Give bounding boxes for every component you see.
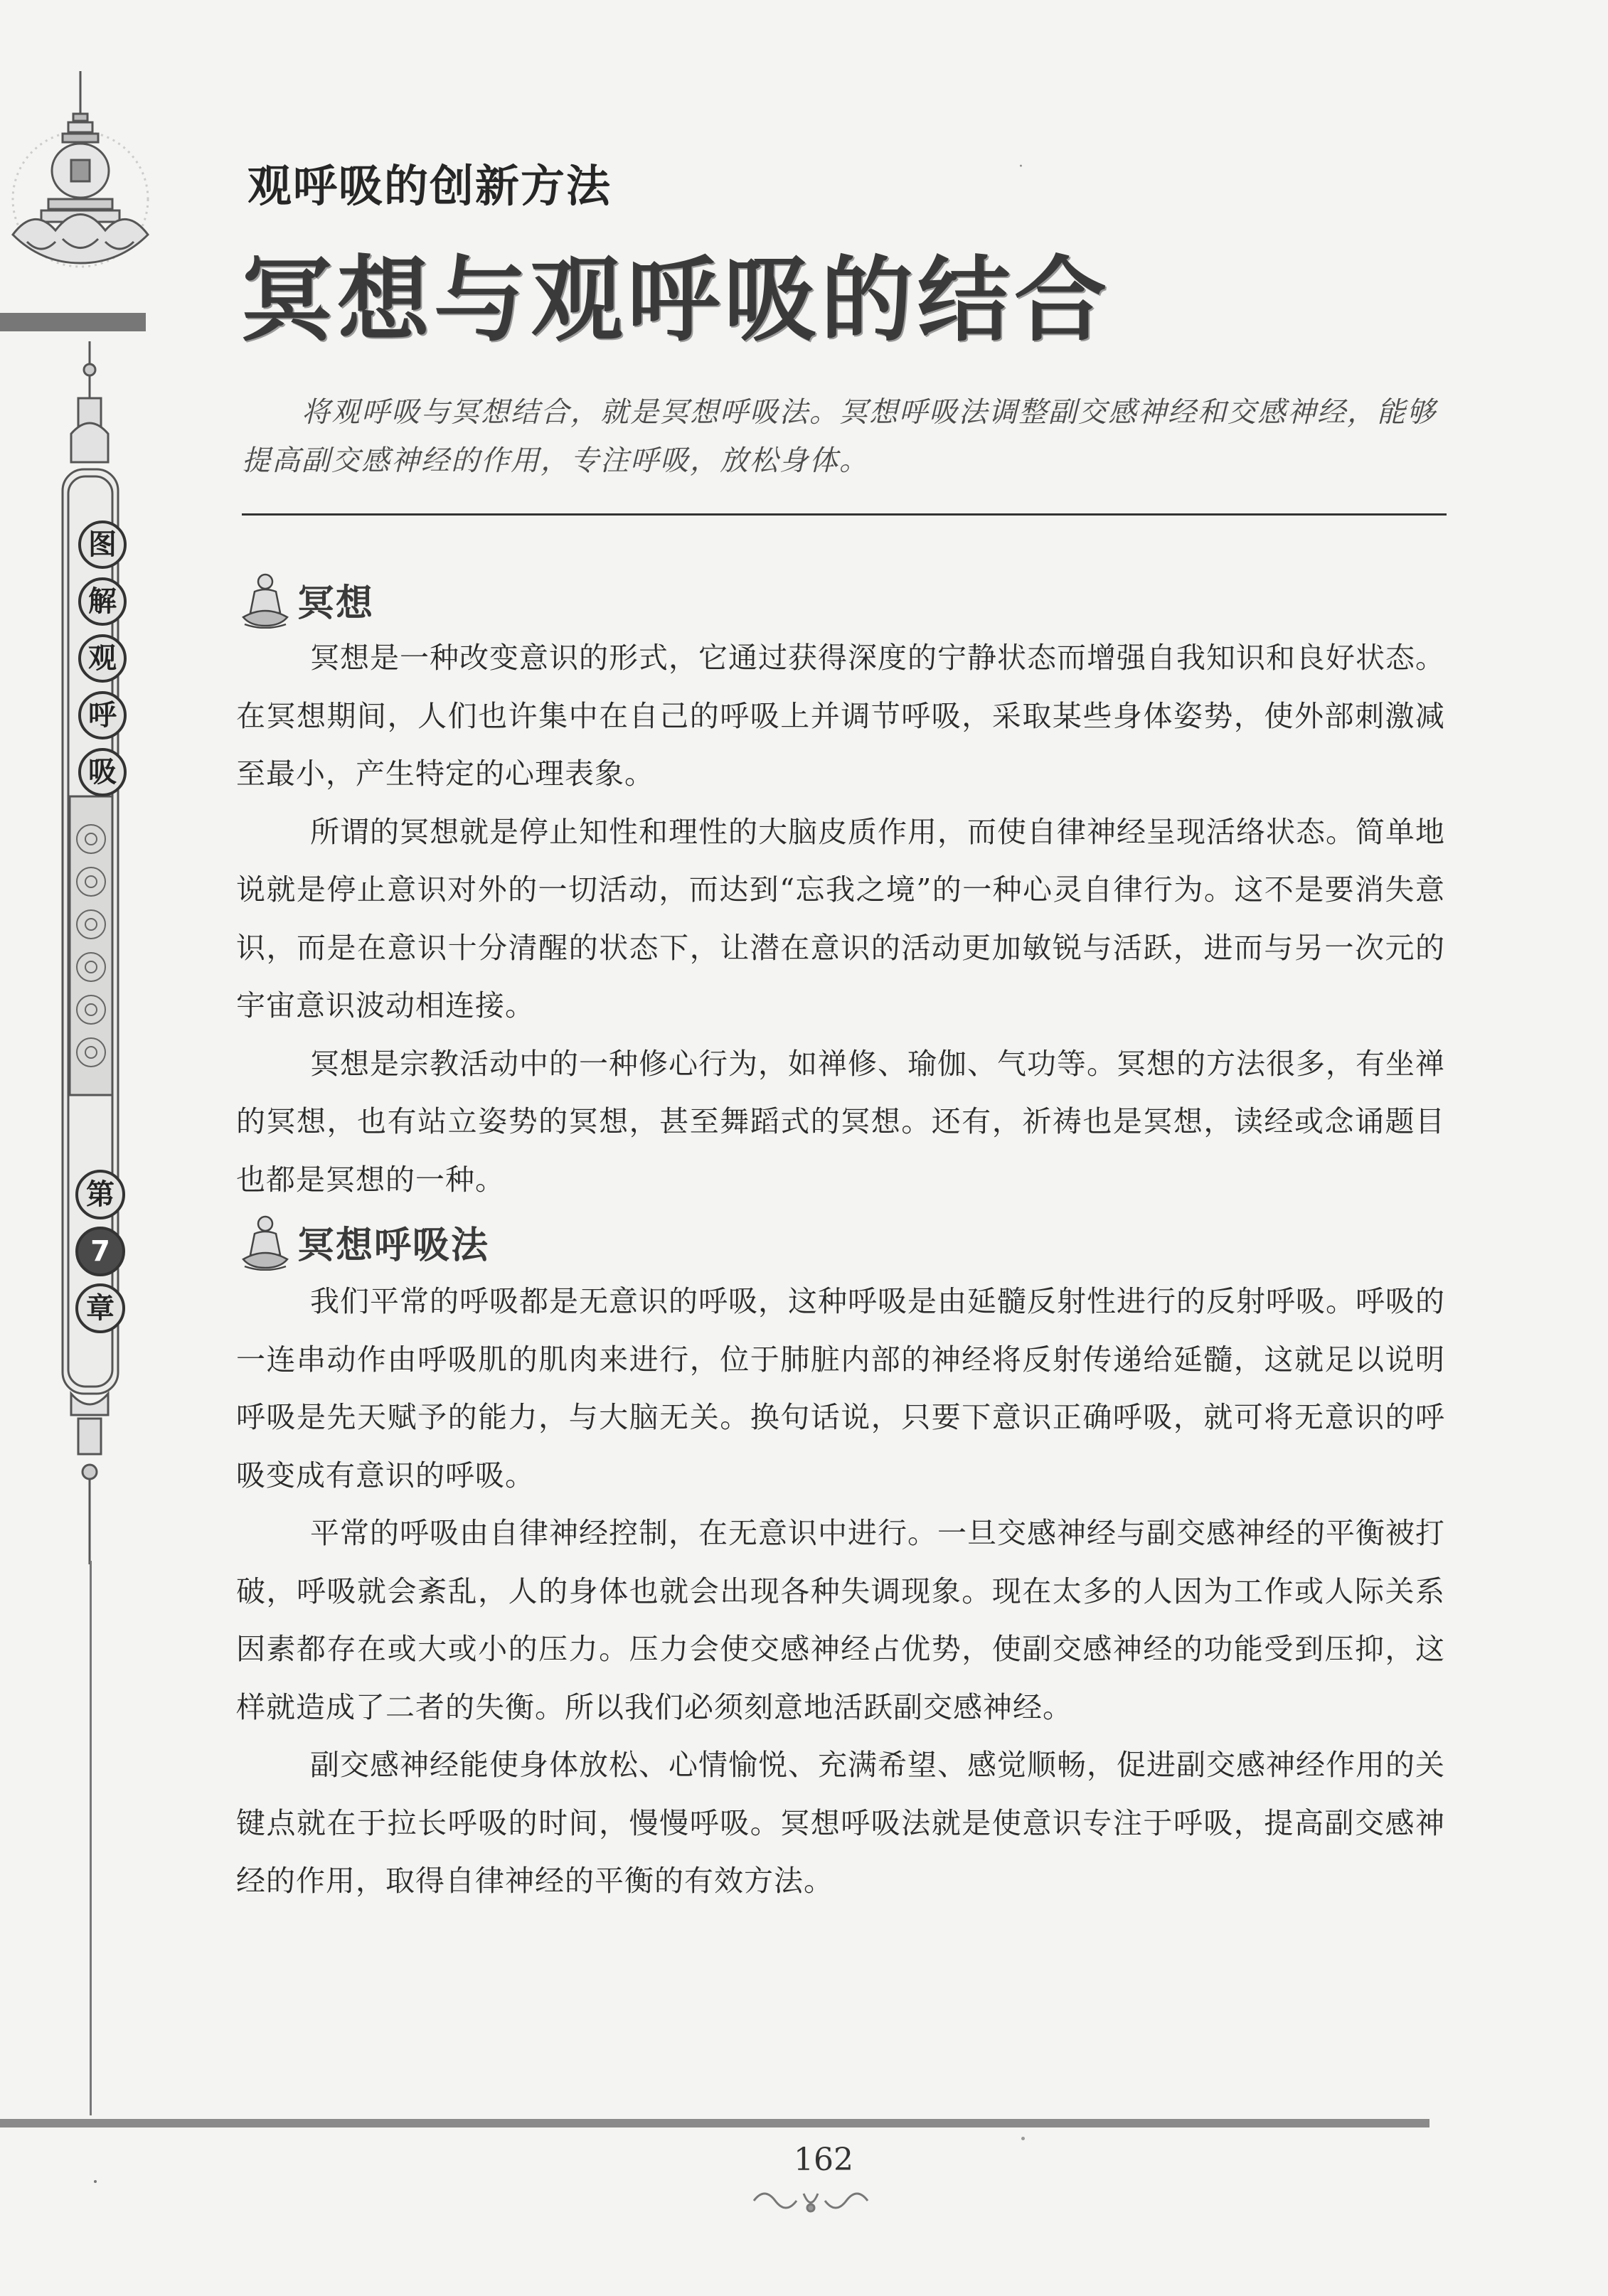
scan-mark: · xyxy=(1018,158,1023,176)
footer-rule xyxy=(0,2119,1429,2127)
paragraph: 平常的呼吸由自律神经控制，在无意识中进行。一旦交感神经与副交感神经的平衡被打破，呼吸就会紊乱，人的身体也就会出现各种失调现象。现在太多的人因为工作或人际关系因素都存在或大或小的压力。压力会使交感神经占优势，使副交感神经的功能受到压抑，这样就造成了二者的失衡。所以我们必须刻意地活跃副交感神经。 xyxy=(236,1516,1445,1724)
book-title-char: 解 xyxy=(78,577,127,626)
margin-line xyxy=(90,1561,92,2115)
scan-speck xyxy=(1021,2137,1025,2140)
meditating-figure-icon xyxy=(239,570,292,629)
book-title-char: 观 xyxy=(78,634,127,683)
stupa-lotus-icon xyxy=(6,64,169,306)
section-title: 冥想 xyxy=(297,581,375,625)
book-title-char: 吸 xyxy=(78,748,127,796)
chapter-char: 第 xyxy=(75,1170,125,1219)
chapter-char: 章 xyxy=(75,1283,125,1333)
page-title: 冥想与观呼吸的结合 xyxy=(240,245,1112,354)
divider xyxy=(242,513,1447,516)
section-body xyxy=(236,1273,1445,1911)
section-heading xyxy=(239,570,374,629)
book-title-vertical xyxy=(78,520,127,805)
book-title-char: 呼 xyxy=(78,691,127,739)
chapter-marker xyxy=(75,1170,127,1340)
section-body xyxy=(236,629,1445,1209)
header-bar xyxy=(0,313,146,331)
intro-paragraph: 将观呼吸与冥想结合，就是冥想呼吸法。冥想呼吸法调整副交感神经和交感神经，能够提高副交感神经的作用，专注呼吸，放松身体。 xyxy=(242,396,1437,477)
scroll-ornament-icon xyxy=(747,2179,875,2222)
paragraph: 副交感神经能使身体放松、心情愉悦、充满希望、感觉顺畅，促进副交感神经作用的关键点就在于拉长呼吸的时间，慢慢呼吸。冥想呼吸法就是使意识专注于呼吸，提高副交感神经的作用，取得自律神经的平衡的有效方法。 xyxy=(236,1748,1445,1898)
paragraph: 所谓的冥想就是停止知性和理性的大脑皮质作用，而使自律神经呈现活络状态。简单地说就是停止意识对外的一切活动，而达到“忘我之境”的一种心灵自律行为。这不是要消失意识，而是在意识十分清醒的状态下，让潜在意识的活动更加敏锐与活跃，进而与另一次元的宇宙意识波动相连接。 xyxy=(236,814,1445,1022)
page-number: 162 xyxy=(794,2142,853,2178)
paragraph: 我们平常的呼吸都是无意识的呼吸，这种呼吸是由延髓反射性进行的反射呼吸。呼吸的一连串动作由呼吸肌的肌肉来进行，位于肺脏内部的神经将反射传递给延髓，这就足以说明呼吸是先天赋予的能力，与大脑无关。换句话说，只要下意识正确呼吸，就可将无意识的呼吸变成有意识的呼吸。 xyxy=(236,1284,1445,1493)
book-title-char: 图 xyxy=(78,520,127,569)
scan-speck xyxy=(94,2180,97,2183)
paragraph: 冥想是一种改变意识的形式，它通过获得深度的宁静状态而增强自我知识和良好状态。在冥想期间，人们也许集中在自己的呼吸上并调节呼吸，采取某些身体姿势，使外部刺激减至最小，产生特定的心理表象。 xyxy=(236,641,1445,791)
chapter-number: 7 xyxy=(75,1227,125,1276)
paragraph: 冥想是宗教活动中的一种修心行为，如禅修、瑜伽、气功等。冥想的方法很多，有坐禅的冥想，也有站立姿势的冥想，甚至舞蹈式的冥想。还有，祈祷也是冥想，读经或念诵题目也都是冥想的一种。 xyxy=(236,1046,1445,1197)
meditating-figure-icon xyxy=(239,1212,292,1271)
section-title: 冥想呼吸法 xyxy=(297,1223,490,1267)
section-heading xyxy=(239,1212,489,1271)
page-subtitle: 观呼吸的创新方法 xyxy=(247,160,612,212)
